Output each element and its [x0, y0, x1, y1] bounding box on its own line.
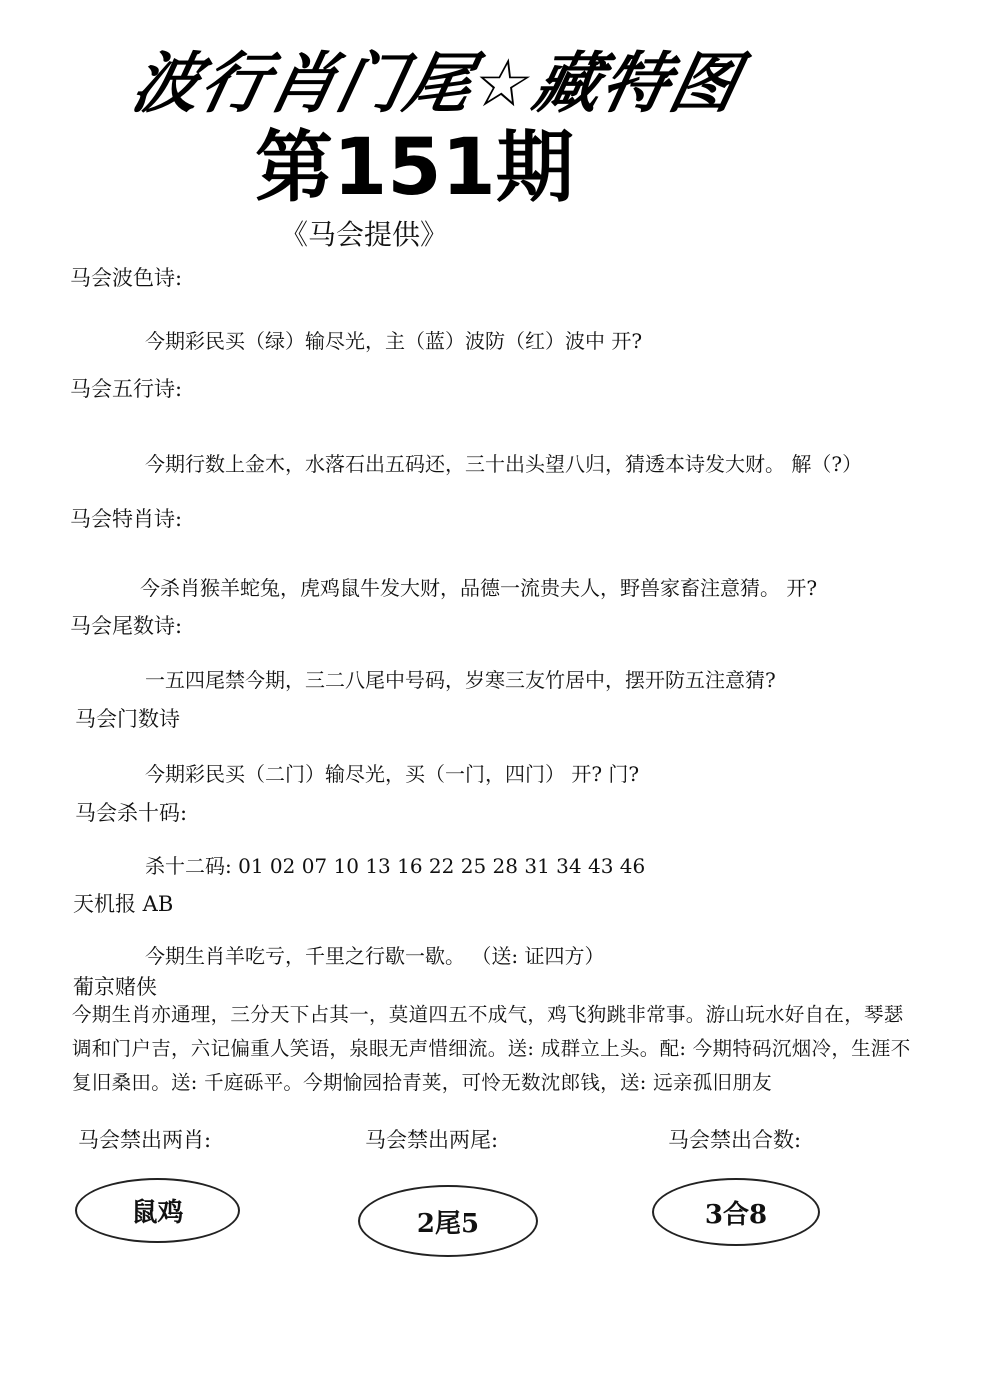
- page-title: 波行肖门尾☆藏特图: [125, 45, 748, 122]
- kill-numbers-text: 杀十二码: 01 02 07 10 13 16 22 25 28 31 34 43 46: [145, 854, 646, 878]
- ban-zodiac-value: 鼠鸡: [131, 1198, 184, 1228]
- ban-sum-oval: [652, 1178, 820, 1246]
- ban-tail-value: 2尾5: [416, 1208, 480, 1239]
- zodiac-heading: 马会特肖诗:: [70, 507, 183, 531]
- tail-text: 一五四尾禁今期，三二八尾中号码，岁寒三友竹居中，摆开防五注意猜?: [145, 668, 776, 692]
- wave-text: 今期彩民买（绿）输尽光，主（蓝）波防（红）波中 开?: [145, 329, 643, 353]
- ban-sum-label: 马会禁出合数:: [668, 1128, 802, 1152]
- pujing-text: 今期生肖亦通理，三分天下占其一，莫道四五不成气，鸡飞狗跳非常事。游山玩水好自在，琴瑟调和门户吉，六记偏重人笑语，泉眼无声惜细流。送: 成群立上头。配: 今期特码沉烟冷，生涯不复旧桑田。送: 千庭砾平。今期愉园拾青荚，可怜无数沈郎钱，送: 远亲孤旧朋友: [72, 1003, 911, 1094]
- door-heading: 马会门数诗: [75, 707, 180, 731]
- door-text: 今期彩民买（二门）输尽光，买（一门，四门） 开? 门?: [145, 762, 640, 786]
- provider-label: 《马会提供》: [280, 218, 449, 251]
- ban-zodiac-oval: [75, 1178, 240, 1243]
- ban-zodiac-label: 马会禁出两肖:: [78, 1128, 212, 1152]
- pujing-heading: 葡京赌侠: [73, 975, 157, 999]
- zodiac-text: 今杀肖猴羊蛇兔，虎鸡鼠牛发大财，品德一流贵夫人，野兽家畜注意猜。 开?: [140, 576, 818, 600]
- tail-heading: 马会尾数诗:: [70, 614, 183, 638]
- five-elements-text: 今期行数上金木，水落石出五码还，三十出头望八归，猜透本诗发大财。 解（?）: [145, 452, 863, 476]
- tianji-heading: 天机报 AB: [73, 892, 174, 916]
- ban-sum-value: 3合8: [704, 1199, 768, 1230]
- tianji-text: 今期生肖羊吃亏，千里之行歇一歇。 （送: 证四方）: [145, 944, 605, 968]
- issue-number: 第151期: [255, 123, 574, 213]
- ban-tail-oval: [358, 1185, 538, 1257]
- five-elements-heading: 马会五行诗:: [70, 377, 183, 401]
- ban-tail-label: 马会禁出两尾:: [365, 1128, 499, 1152]
- wave-heading: 马会波色诗:: [70, 266, 183, 290]
- kill-numbers-heading: 马会杀十码:: [75, 801, 188, 825]
